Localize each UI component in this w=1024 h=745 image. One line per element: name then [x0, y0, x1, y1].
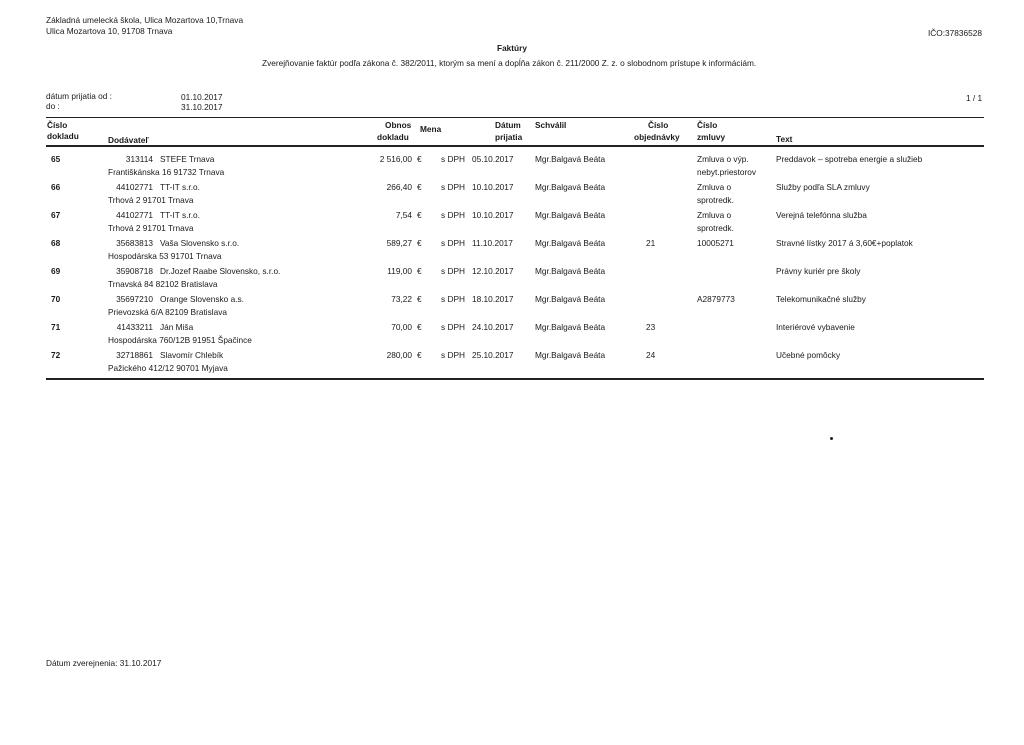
cell-text: Učebné pomôcky — [776, 350, 841, 360]
cell-supplier-ico: 35697210 — [116, 294, 153, 304]
cell-contract: Zmluva o — [697, 182, 732, 192]
col-header-text: Text — [776, 134, 793, 144]
table-row — [0, 294, 1024, 322]
col-header-date: Dátum — [495, 120, 521, 130]
cell-contract: Zmluva o — [697, 210, 732, 220]
cell-approver: Mgr.Balgavá Beáta — [535, 322, 606, 332]
cell-contract: A2879773 — [697, 294, 735, 304]
cell-vat: s DPH — [441, 182, 465, 192]
cell-text: Služby podľa SLA zmluvy — [776, 182, 870, 192]
cell-contract-line2: nebyt.priestorov — [697, 167, 757, 177]
cell-approver: Mgr.Balgavá Beáta — [535, 154, 606, 164]
cell-text: Stravné lístky 2017 á 3,60€+poplatok — [776, 238, 913, 248]
table-top-rule — [46, 117, 984, 118]
cell-amount: 70,00 — [391, 322, 412, 332]
cell-contract-line2: sprotredk. — [697, 223, 734, 233]
date-to-label: do : — [46, 101, 60, 111]
cell-vat: s DPH — [441, 266, 465, 276]
table-header-rule — [46, 145, 984, 147]
cell-date: 18.10.2017 — [472, 294, 514, 304]
page-title: Faktúry — [497, 43, 527, 53]
cell-vat: s DPH — [441, 294, 465, 304]
scan-speck — [830, 437, 833, 440]
cell-doc-number: 70 — [51, 294, 61, 304]
cell-currency: € — [417, 322, 422, 332]
cell-text: Právny kuriér pre školy — [776, 266, 861, 276]
table-row — [0, 210, 1024, 238]
cell-amount: 119,00 — [387, 266, 412, 276]
organization-name: Základná umelecká škola, Ulica Mozartova 10,Trnava — [46, 15, 244, 25]
cell-supplier-name: Dr.Jozef Raabe Slovensko, s.r.o. — [160, 266, 281, 276]
cell-supplier-ico: 41433211 — [116, 322, 153, 332]
page-subtitle: Zverejňovanie faktúr podľa zákona č. 382/2011, ktorým sa mení a dopĺňa zákon č. 211/2000 Z. z. o slobodnom prístupe k informáciám. — [262, 58, 757, 68]
cell-supplier-name: TT-IT s.r.o. — [160, 182, 200, 192]
table-row — [0, 182, 1024, 210]
cell-supplier-ico: 44102771 — [116, 182, 153, 192]
cell-doc-number: 68 — [51, 238, 61, 248]
cell-text: Interiérové vybavenie — [776, 322, 855, 332]
cell-doc-number: 66 — [51, 182, 61, 192]
cell-date: 11.10.2017 — [472, 238, 513, 248]
cell-vat: s DPH — [441, 238, 465, 248]
cell-supplier-address: Pažického 412/12 90701 Myjava — [108, 363, 228, 373]
table-bottom-rule — [46, 378, 984, 380]
col-header-order-2: objednávky — [634, 132, 680, 142]
col-header-number: Číslo — [47, 120, 68, 130]
cell-amount: 7,54 — [395, 210, 412, 220]
col-header-order: Číslo — [648, 120, 669, 130]
cell-vat: s DPH — [441, 350, 465, 360]
cell-text: Verejná telefónna služba — [776, 210, 867, 220]
cell-amount: 589,27 — [386, 238, 412, 248]
cell-currency: € — [417, 210, 422, 220]
cell-amount: 266,40 — [386, 182, 412, 192]
cell-doc-number: 72 — [51, 350, 61, 360]
cell-amount: 73,22 — [391, 294, 412, 304]
cell-order-number: 24 — [646, 350, 656, 360]
cell-supplier-address: Hospodárska 760/12B 91951 Špačince — [108, 335, 252, 345]
cell-date: 24.10.2017 — [472, 322, 514, 332]
cell-date: 05.10.2017 — [472, 154, 514, 164]
cell-doc-number: 67 — [51, 210, 61, 220]
cell-currency: € — [417, 182, 422, 192]
publication-date: Dátum zverejnenia: 31.10.2017 — [46, 658, 162, 668]
cell-approver: Mgr.Balgavá Beáta — [535, 266, 606, 276]
table-row — [0, 238, 1024, 266]
cell-supplier-ico: 32718861 — [116, 350, 153, 360]
col-header-contract-2: zmluvy — [697, 132, 726, 142]
cell-text: Telekomunikačné služby — [776, 294, 866, 304]
cell-date: 10.10.2017 — [472, 210, 514, 220]
cell-amount: 280,00 — [386, 350, 412, 360]
cell-amount: 2 516,00 — [379, 154, 412, 164]
cell-currency: € — [417, 294, 422, 304]
cell-contract: Zmluva o výp. — [697, 154, 749, 164]
col-header-currency: Mena — [420, 124, 442, 134]
cell-supplier-name: Ján Miša — [160, 322, 194, 332]
cell-doc-number: 69 — [51, 266, 61, 276]
page-number: 1 / 1 — [966, 93, 983, 103]
date-from-label: dátum prijatia od : — [46, 91, 112, 101]
cell-order-number: 21 — [646, 238, 656, 248]
date-to-value: 31.10.2017 — [181, 102, 223, 112]
cell-supplier-address: Prievozská 6/A 82109 Bratislava — [108, 307, 227, 317]
cell-order-number: 23 — [646, 322, 656, 332]
cell-text: Preddavok – spotreba energie a služieb — [776, 154, 923, 164]
cell-vat: s DPH — [441, 322, 465, 332]
cell-supplier-address: Trnavská 84 82102 Bratislava — [108, 279, 218, 289]
cell-supplier-ico: 35908718 — [116, 266, 153, 276]
ico-number: IČO:37836528 — [928, 28, 982, 38]
col-header-amount-2: dokladu — [377, 132, 409, 142]
cell-supplier-name: Slavomír Chlebík — [160, 350, 224, 360]
cell-currency: € — [417, 266, 422, 276]
cell-approver: Mgr.Balgavá Beáta — [535, 238, 606, 248]
cell-approver: Mgr.Balgavá Beáta — [535, 294, 606, 304]
col-header-contract: Číslo — [697, 120, 718, 130]
cell-supplier-address: Františkánska 16 91732 Trnava — [108, 167, 225, 177]
cell-supplier-ico: 35683813 — [116, 238, 153, 248]
cell-vat: s DPH — [441, 210, 465, 220]
organization-address: Ulica Mozartova 10, 91708 Trnava — [46, 26, 173, 36]
col-header-date-2: prijatia — [495, 132, 523, 142]
col-header-amount: Obnos — [385, 120, 412, 130]
table-row — [0, 266, 1024, 294]
col-header-number-2: dokladu — [47, 131, 79, 141]
cell-vat: s DPH — [441, 154, 465, 164]
cell-supplier-address: Trhová 2 91701 Trnava — [108, 195, 194, 205]
cell-date: 12.10.2017 — [472, 266, 514, 276]
cell-supplier-address: Trhová 2 91701 Trnava — [108, 223, 194, 233]
cell-date: 10.10.2017 — [472, 182, 514, 192]
cell-doc-number: 65 — [51, 154, 61, 164]
cell-currency: € — [417, 238, 422, 248]
table-row — [0, 322, 1024, 350]
cell-supplier-name: TT-IT s.r.o. — [160, 210, 200, 220]
cell-currency: € — [417, 154, 422, 164]
table-row — [0, 154, 1024, 182]
col-header-approver: Schválil — [535, 120, 567, 130]
cell-contract: 10005271 — [697, 238, 734, 248]
cell-supplier-name: STEFE Trnava — [160, 154, 215, 164]
cell-supplier-ico: 44102771 — [116, 210, 153, 220]
cell-currency: € — [417, 350, 422, 360]
cell-approver: Mgr.Balgavá Beáta — [535, 210, 606, 220]
cell-approver: Mgr.Balgavá Beáta — [535, 182, 606, 192]
table-row — [0, 350, 1024, 378]
cell-approver: Mgr.Balgavá Beáta — [535, 350, 606, 360]
cell-contract-line2: sprotredk. — [697, 195, 734, 205]
cell-supplier-ico: 313114 — [125, 154, 153, 164]
col-header-supplier: Dodávateľ — [108, 135, 149, 145]
cell-date: 25.10.2017 — [472, 350, 514, 360]
date-from-value: 01.10.2017 — [181, 92, 223, 102]
cell-supplier-name: Vaša Slovensko s.r.o. — [160, 238, 240, 248]
cell-supplier-address: Hospodárska 53 91701 Trnava — [108, 251, 222, 261]
cell-supplier-name: Orange Slovensko a.s. — [160, 294, 244, 304]
cell-doc-number: 71 — [51, 322, 61, 332]
